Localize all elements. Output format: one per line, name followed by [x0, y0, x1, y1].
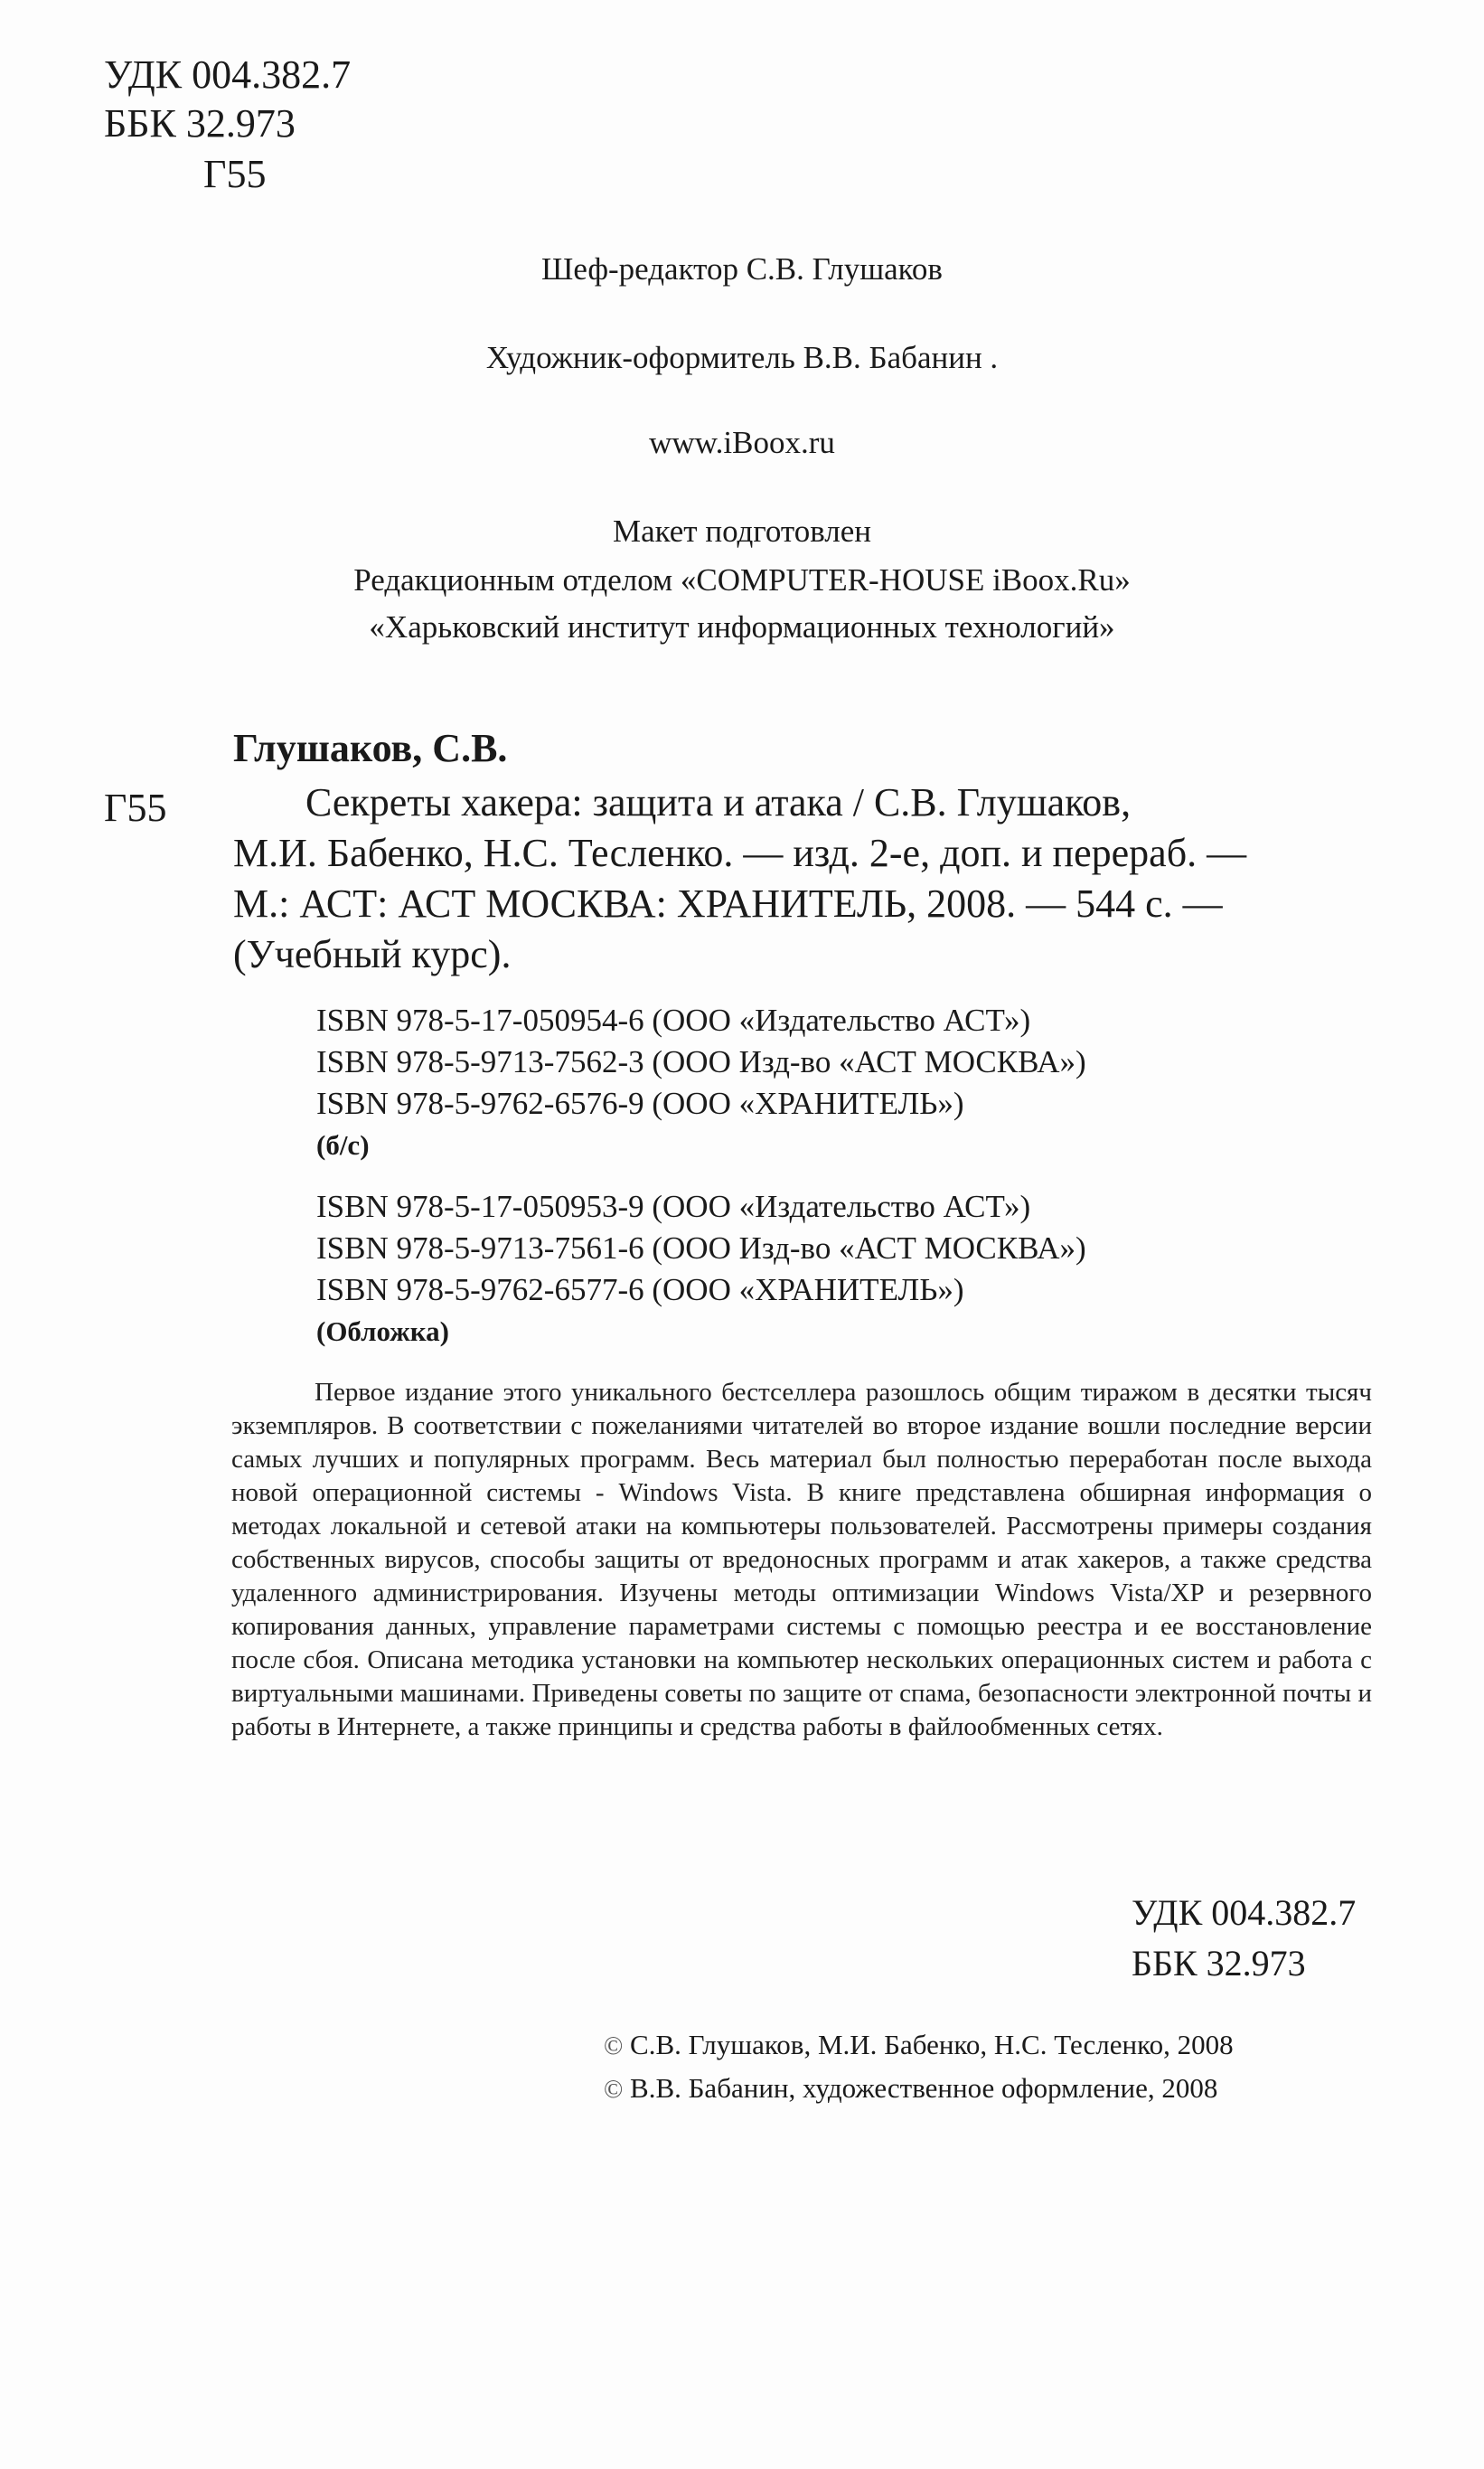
- layout-prepared-line-2: Редакционным отделом «COMPUTER-HOUSE iBoox.Ru»: [353, 562, 1131, 598]
- bib-line: М.: АСТ: АСТ МОСКВА: ХРАНИТЕЛЬ, 2008. — 544 с. —: [233, 881, 1223, 926]
- isbn-line: ISBN 978-5-17-050953-9 (ООО «Издательство АСТ»): [316, 1189, 1031, 1224]
- isbn-line: ISBN 978-5-9762-6576-9 (ООО «ХРАНИТЕЛЬ»): [316, 1086, 964, 1121]
- copyright-authors: [604, 2029, 1234, 2061]
- bib-line: (Учебный курс).: [233, 932, 512, 976]
- author-mark-top: Г55: [203, 152, 267, 196]
- copyright-symbol: ©: [604, 2076, 624, 2104]
- artist-credit: Художник-оформитель В.В. Бабанин .: [485, 340, 999, 375]
- copyright-design-text: В.В. Бабанин, художественное оформление, 2008: [630, 2072, 1218, 2104]
- udk-code-top: УДК 004.382.7: [104, 52, 352, 97]
- binding-note: (Обложка): [316, 1315, 449, 1347]
- copyright-design: [604, 2072, 1217, 2105]
- bbk-code-top: ББК 32.973: [104, 101, 296, 146]
- layout-prepared-line-1: Макет подготовлен: [612, 514, 872, 549]
- annotation-paragraph: Первое издание этого уникального бестселлера разошлось общим тиражом в десятки тысяч экземпляров. В соответствии с пожеланиями читателей во второе издание вошли последние версии самых лучших и популярных программ. Весь материал был полностью переработан после выхода новой операционной системы - Windows Vista. В книге представлена обширная информация о методах локальной и сетевой атаки на компьютеры пользователей. Рассмотрены примеры создания собственных вирусов, способы защиты от вредоносных программ и атак хакеров, а также средства удаленного администрирования. Изучены методы оптимизации Windows Vista/XP и резервного копирования данных, управление параметрами системы с помощью реестра и ее восстановление после сбоя. Описана методика установки на компьютер нескольких операционных систем и работа с виртуальными машинами. Приведены советы по защите от спама, безопасности электронной почты и работы в Интернете, а также принципы и средства работы в файлообменных сетях.: [231, 1378, 1372, 1741]
- bbk-code-bottom: ББК 32.973: [1132, 1943, 1306, 1984]
- udk-code-bottom: УДК 004.382.7: [1132, 1892, 1357, 1933]
- isbn-line: ISBN 978-5-9762-6577-6 (ООО «ХРАНИТЕЛЬ»): [316, 1272, 964, 1307]
- isbn-line: ISBN 978-5-9713-7561-6 (ООО Изд-во «АСТ МОСКВА»): [316, 1230, 1086, 1266]
- bib-line: М.И. Бабенко, Н.С. Тесленко. — изд. 2-е, доп. и перераб. —: [233, 831, 1247, 875]
- chief-editor-credit: Шеф-редактор С.В. Глушаков: [541, 251, 943, 287]
- bibliographic-description: [233, 777, 1345, 980]
- isbn-line: ISBN 978-5-9713-7562-3 (ООО Изд-во «АСТ МОСКВА»): [316, 1044, 1086, 1079]
- isbn-group-1: [316, 1000, 1086, 1166]
- binding-note: (б/с): [316, 1129, 370, 1161]
- website-link[interactable]: www.iBoox.ru: [649, 425, 835, 460]
- isbn-line: ISBN 978-5-17-050954-6 (ООО «Издательство АСТ»): [316, 1003, 1031, 1038]
- bib-line: Секреты хакера: защита и атака / С.В. Глушаков,: [305, 780, 1132, 825]
- author-heading: Глушаков, С.В.: [233, 726, 508, 770]
- copyright-authors-text: С.В. Глушаков, М.И. Бабенко, Н.С. Тесленко, 2008: [630, 2029, 1234, 2060]
- layout-prepared-line-3: «Харьковский институт информационных технологий»: [369, 609, 1115, 645]
- isbn-group-2: [316, 1186, 1086, 1352]
- copyright-symbol: ©: [604, 2032, 624, 2060]
- author-mark-bib: Г55: [104, 786, 167, 830]
